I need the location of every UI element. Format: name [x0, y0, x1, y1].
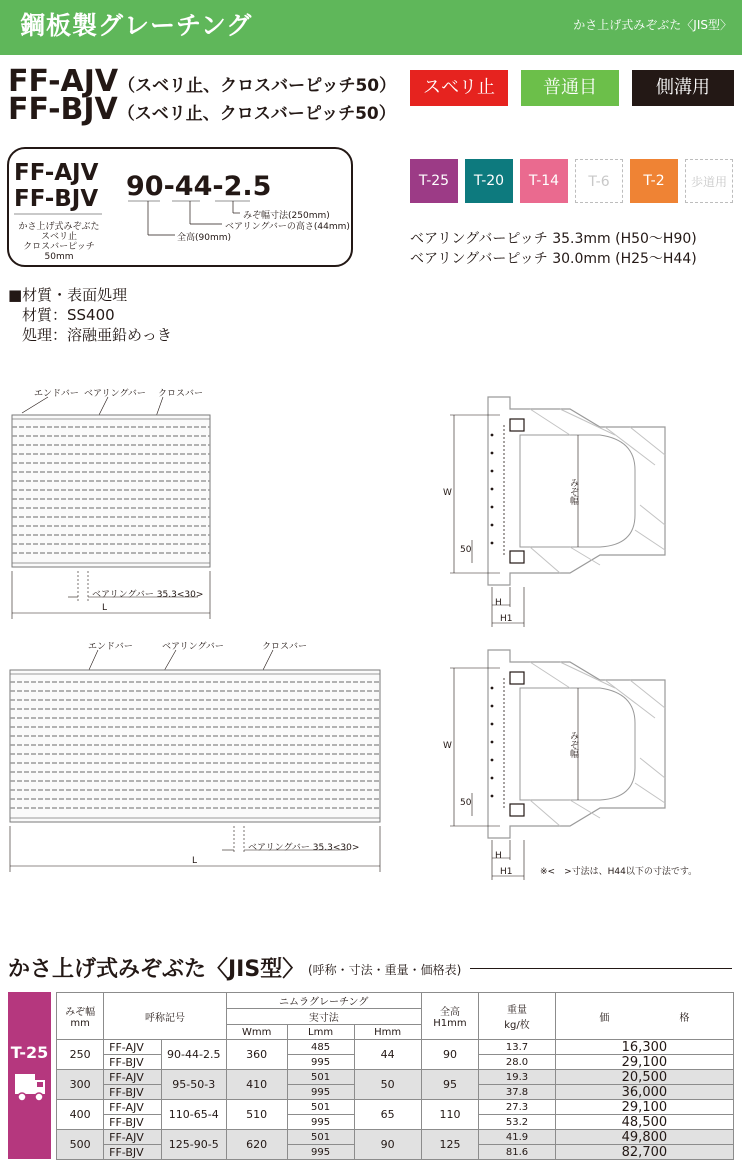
load-tile-t2: T-2 [630, 159, 678, 203]
code-number: 90-44-2.5 [126, 171, 272, 202]
footnote: ※< >寸法は、H44以下の寸法です。 [540, 867, 698, 877]
load-tile-t14: T-14 [520, 159, 568, 203]
th-ditch-width: みぞ幅 mm [57, 993, 104, 1040]
code-note-width: みぞ幅寸法(250mm) [243, 211, 330, 221]
load-tile-sidewalk: 歩道用 [685, 159, 733, 203]
th-lmm: Lmm [287, 1025, 354, 1040]
section-rule [470, 968, 732, 969]
table-row: 500 FF-AJV 125-90-5 620 501 90 125 41.9 49,800 [57, 1130, 734, 1145]
load-tile-t25: T-25 [410, 159, 458, 203]
label-H-2: H [495, 851, 502, 861]
badge-slip-resistant: スベリ止 [410, 70, 508, 106]
th-nimura: ニムラグレーチング [226, 993, 421, 1009]
table-row: FF-BJV 995 81.6 82,700 [57, 1145, 734, 1160]
section-view-ajv [440, 395, 690, 630]
product-title-a: FF-AJV（スベリ止、クロスバーピッチ50） [8, 64, 397, 99]
th-hmm: Hmm [354, 1025, 421, 1040]
label-L-2: L [192, 856, 198, 866]
material-treatment: 処理：溶融亜鉛めっき [22, 326, 172, 344]
label-50-2: 50 [460, 798, 472, 808]
product-title-b: FF-BJV（スベリ止、クロスバーピッチ50） [8, 92, 396, 127]
section-view-bjv [440, 648, 690, 883]
table-row: FF-BJV 995 53.2 48,500 [57, 1115, 734, 1130]
load-tile-t6: T-6 [575, 159, 623, 203]
page-subtitle: かさ上げ式みぞぶた〈JIS型〉 [573, 18, 732, 32]
label-H1-2: H1 [500, 867, 513, 877]
code-left-note: かさ上げ式みぞぶた スベリ止 クロスバーピッチ50mm [18, 222, 100, 262]
label-bearing-bar-2: ベアリングバー [162, 642, 224, 652]
table-row: 300 FF-AJV 95-50-3 410 501 50 95 19.3 20,500 [57, 1070, 734, 1085]
label-50-1: 50 [460, 545, 472, 555]
th-price: 価 格 [555, 993, 733, 1040]
code-note-total: 全高(90mm) [177, 233, 232, 243]
load-tile-t20: T-20 [465, 159, 513, 203]
table-section-title: かさ上げ式みぞぶた〈JIS型〉 [8, 957, 305, 982]
label-ditch-width-1: みぞ幅 [568, 478, 578, 505]
pitch-line-1: ベアリングバーピッチ 35.3mm (H50〜H90) [410, 231, 697, 247]
table-row: 250 FF-AJV 90-44-2.5 360 485 44 90 13.7 16,300 [57, 1040, 734, 1055]
table-row: 400 FF-AJV 110-65-4 510 501 65 110 27.3 29,100 [57, 1100, 734, 1115]
th-weight: 重量 kg/枚 [479, 993, 556, 1040]
th-wmm: Wmm [226, 1025, 287, 1040]
label-ditch-width-2: みぞ幅 [568, 731, 578, 758]
code-note-height: ベアリングバーの高さ(44mm) [225, 222, 350, 232]
th-code: 呼称記号 [104, 993, 227, 1040]
material-heading: ■材質・表面処理 [8, 286, 128, 304]
truck-icon [13, 1068, 47, 1104]
code-model-a: FF-AJV [14, 160, 99, 186]
pitch-line-2: ベアリングバーピッチ 30.0mm (H25〜H44) [410, 251, 697, 267]
page-title: 鋼板製グレーチング [20, 11, 253, 40]
label-cross-bar-2: クロスバー [262, 642, 308, 652]
label-cross-bar-1: クロスバー [158, 389, 204, 399]
label-bearing-bar-1: ベアリングバー [84, 389, 146, 399]
label-W-1: W [443, 488, 452, 498]
label-bearing-dim-2: ベアリングバー 35.3<30> [248, 843, 360, 853]
th-actual: 実寸法 [226, 1009, 421, 1025]
label-W-2: W [443, 741, 452, 751]
badge-standard-mesh: 普通目 [521, 70, 619, 106]
label-L-1: L [102, 603, 108, 613]
label-end-bar-2: エンドバー [88, 642, 133, 652]
label-bearing-dim-1: ベアリングバー 35.3<30> [92, 590, 204, 600]
table-row: FF-BJV 995 28.0 29,100 [57, 1055, 734, 1070]
table-row: FF-BJV 995 37.8 36,000 [57, 1085, 734, 1100]
spec-price-table [56, 992, 734, 1160]
material-spec: 材質：SS400 [22, 306, 115, 324]
badge-side-ditch: 側溝用 [632, 70, 734, 106]
code-model-underline [14, 213, 102, 215]
table-section-subtitle: (呼称・寸法・重量・価格表) [308, 963, 462, 977]
label-H1-1: H1 [500, 614, 513, 624]
code-model-b: FF-BJV [14, 186, 99, 212]
table-side-label: T-25 [10, 1043, 49, 1062]
th-total-height: 全高 H1mm [421, 993, 479, 1040]
label-H-1: H [495, 598, 502, 608]
label-end-bar-1: エンドバー [34, 389, 79, 399]
